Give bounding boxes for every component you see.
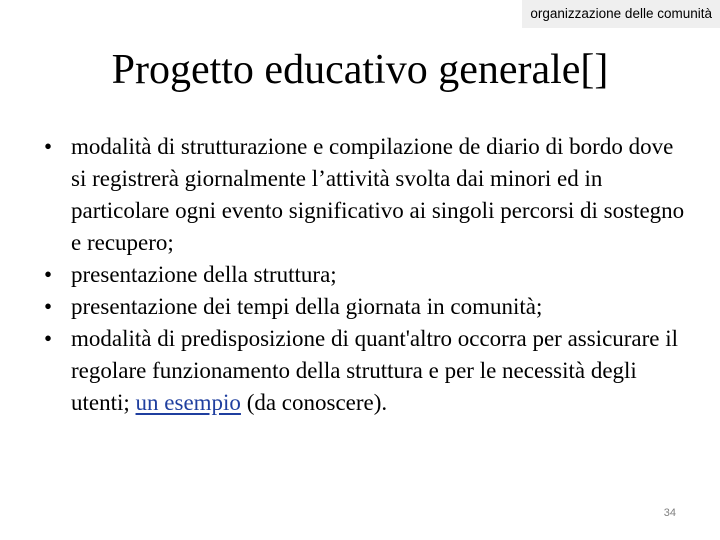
bullet-icon: • bbox=[44, 326, 53, 351]
page-title: Progetto educativo generale[] bbox=[111, 47, 609, 93]
bullet-item bbox=[44, 259, 694, 291]
bullet-text: presentazione dei tempi della giornata in comunità; bbox=[71, 294, 543, 319]
bullet-icon: • bbox=[44, 294, 53, 319]
page-number: 34 bbox=[663, 507, 676, 519]
section-tag: organizzazione delle comunità bbox=[522, 0, 720, 28]
bullet-item bbox=[44, 131, 694, 259]
example-link[interactable]: un esempio bbox=[135, 390, 241, 415]
bullet-item bbox=[44, 323, 694, 419]
bullet-list bbox=[44, 131, 694, 419]
bullet-text: presentazione della struttura; bbox=[71, 262, 337, 287]
bullet-text: modalità di strutturazione e compilazione de diario di bordo dove si registrerà giornalmente l’attività svolta dai minori ed in particolare ogni evento significativo ai singoli percorsi di sostegno e recupero; bbox=[71, 134, 685, 255]
bullet-text-tail: (da conoscere). bbox=[240, 390, 388, 415]
bullet-icon: • bbox=[44, 134, 53, 159]
bullet-text: modalità di predisposizione di quant'altro occorra per assicurare il regolare funzionamento della struttura e per le necessità degli utenti; bbox=[71, 326, 679, 415]
bullet-icon: • bbox=[44, 262, 53, 287]
bullet-item bbox=[44, 291, 694, 323]
